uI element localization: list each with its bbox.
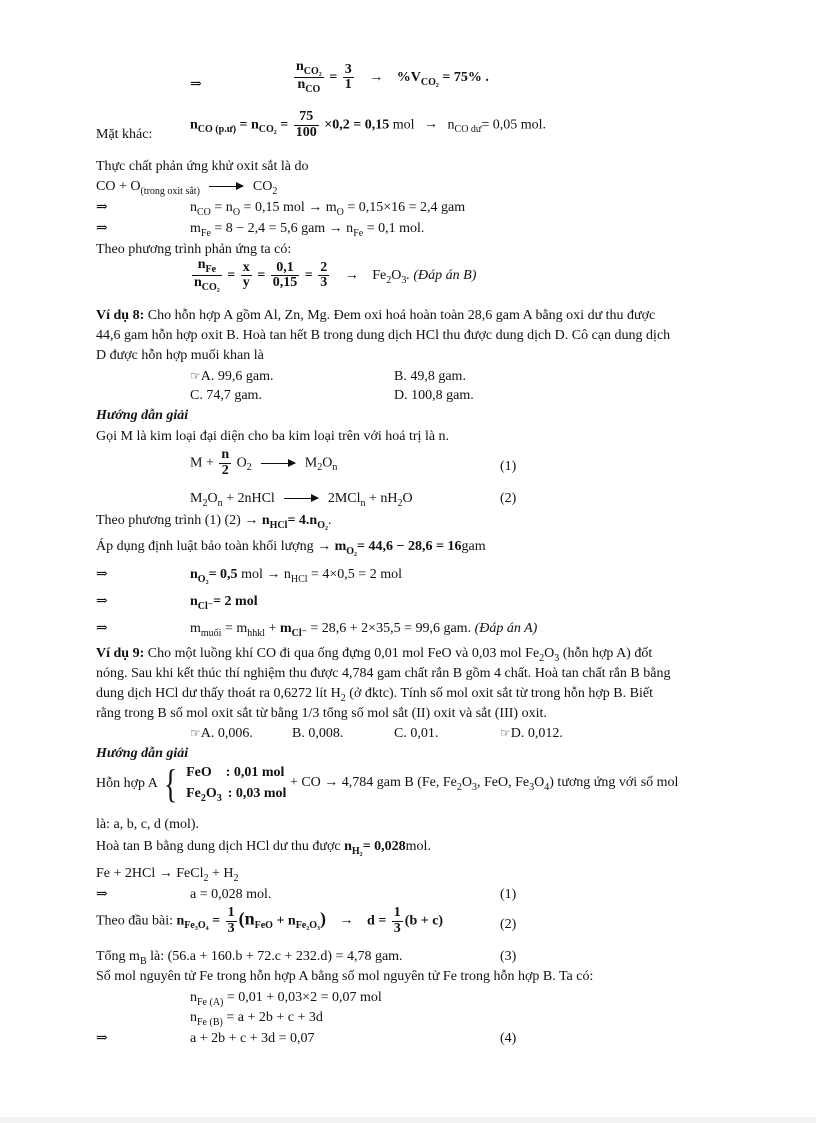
equation-number: (3) [500, 949, 517, 964]
text-line: Theo phương trình (1) $(2) \to n_{HCl}= 4.n_{O_2}$. [96, 513, 332, 531]
text-line: Gọi M là kim loại đại diện cho ba kim loại trên với hoá trị là n. [96, 429, 450, 444]
text-line: là: a, b, c, d (mol). [96, 817, 200, 832]
text-line: $n_{Fe (B)} = a + 2b + c + 3d$ [190, 1010, 323, 1028]
text-line: D được hỗn hợp muối khan là [96, 348, 264, 363]
implies-symbol: ⇒ [96, 621, 108, 636]
flag-icon: ☞ [190, 369, 201, 383]
equation-n-co-reacted: $n_{CO (p.ư)} = n_{CO_2}$ = $\frac{75}{100}$ ×0,2 = 0,15 mol → $n_{CO dư}= 0,05$ mol. [190, 109, 547, 140]
reaction-1: M + $\frac{n}{2}$ $O_2$ $M_2O_n$ [190, 447, 338, 478]
answer-option-a: ☞A. 0,006. [190, 726, 253, 741]
answer-option-c: C. 74,7 gam. [190, 388, 262, 403]
reaction-arrow-icon [209, 186, 243, 187]
text-line: $n_{O_2}= 0,5$ mol → $n_{HCl} = 4\times 0,5 = 2$ mol [190, 567, 402, 585]
reaction-co-o: CO + $O_{(trong oxit sắt)}$ $CO_2$ [96, 179, 278, 197]
equation-xy-ratio: $\frac{n_{Fe}}{n_{CO_2}}$ = $\frac{x}{y}$ = $\frac{0,1}{0,15}$ = $\frac{2}{3}$ → $Fe_2O_3$. (Đáp án B) [194, 257, 477, 294]
text-line: Theo phương trình phản ứng ta có: [96, 242, 292, 257]
implies-symbol: ⇒ [96, 887, 108, 902]
answer-option-d: ☞D. 0,012. [500, 726, 563, 741]
page-bottom-edge [0, 1117, 816, 1123]
text-line: Áp dụng định luật bảo toàn khối lượng → $m_{O_2}= 44,6 - 28,6 = 16gam$ [96, 539, 486, 557]
implies-symbol: ⇒ [96, 1031, 108, 1046]
example-8-paragraph: Ví dụ 8: Cho hỗn hợp A gồm Al, Zn, Mg. Đem oxi hoá hoàn toàn 28,6 gam A bằng oxi dư thu được [96, 308, 656, 323]
implies-symbol: ⇒ [96, 200, 108, 215]
text-line: dung dịch HCl dư thấy thoát ra 0,6272 lít $H_2$ (ở đktc). Tính số mol oxit sắt từ trong hỗn hợp B. Biết [96, 686, 653, 704]
answer-option-a: ☞A. 99,6 gam. [190, 369, 274, 384]
equation-number: (1) [500, 887, 517, 902]
text-line: Thực chất phản ứng khử oxit sắt là do [96, 159, 309, 174]
implies-symbol: ⇒ [190, 77, 202, 92]
text-line: $n_{CO} = n_O = 0,15$ mol → $m_O = 0,15\times 16 = 2,4$ gam [190, 200, 466, 218]
equation-number: (2) [500, 917, 517, 932]
reaction-arrow-icon [284, 498, 318, 499]
section-heading: Hướng dẫn giải [96, 408, 189, 423]
text-line: $n_{Cl^-}= 2$ mol [190, 594, 258, 612]
equation-ratio-co2-co: $\frac{n_{CO_2}}{n_{CO}}$ = $\frac{3}{1}$ → $\%V_{CO_2} = 75\%$ . [296, 59, 489, 96]
equation-fe3o4: Theo đầu bài: $n_{Fe_3O_4}$ = $\frac{1}{3}$ $(n_{FeO} + n_{Fe_2O_3}) \to d$ = $\frac{1}{3}$ (b + c) [96, 905, 444, 936]
reaction-arrow-icon [261, 463, 295, 464]
answer-option-d: D. 100,8 gam. [394, 388, 474, 403]
text-line: $m_{muối} = m_{hhkl} + m_{Cl^-} = 28,6 + 2\times 35,5 = 99,6$ gam. (Đáp án A) [190, 621, 538, 639]
text-line: $n_{Fe (A)} = 0,01 + 0,03\times 2 = 0,07$ mol [190, 990, 382, 1008]
example-9-paragraph: Ví dụ 9: Cho một luồng khí CO đi qua ống đựng 0,01 mol FeO và 0,03 mol $Fe_2O_3$ (hỗn hợp A) đốt [96, 646, 653, 664]
equation-number: (2) [500, 491, 517, 506]
flag-icon: ☞ [500, 726, 511, 740]
answer-option-c: C. 0,01. [394, 726, 439, 741]
answer-option-b: B. 49,8 gam. [394, 369, 466, 384]
text-line: Hoà tan B bằng dung dịch HCl dư thu được $n_{H_2}= 0,028mol$. [96, 839, 431, 857]
implies-symbol: ⇒ [96, 594, 108, 609]
text-line: a + 2b + c + 3d = 0,07 [190, 1031, 315, 1046]
equation-number: (4) [500, 1031, 517, 1046]
answer-option-b: B. 0,008. [292, 726, 344, 741]
text-line: 44,6 gam hỗn hợp oxit B. Hoà tan hết B trong dung dịch HCl thu được dung dịch D. Cô cạn dung dịch [96, 328, 671, 343]
reaction-fe-hcl: Fe + 2HCl → FeCl$_2$ + $H_2$ [96, 866, 239, 884]
flag-icon: ☞ [190, 726, 201, 740]
text-line: a = 0,028 mol. [190, 887, 272, 902]
text-line: Tổng $m_B$ là: (56.a + 160.b + 72.c + 232.d) = 4,78 gam. [96, 949, 403, 967]
section-heading: Hướng dẫn giải [96, 746, 189, 761]
text-line: nóng. Sau khi kết thúc thí nghiệm thu được 4,784 gam chất rắn B gồm 4 chất. Hoà tan chất rắn B bằng [96, 666, 671, 681]
implies-symbol: ⇒ [96, 221, 108, 236]
line-mat-khac: Mặt khác: [96, 127, 153, 142]
text-line: rằng trong B số mol oxit sắt từ bằng 1/3 tổng số mol sắt (II) oxit và sắt (III) oxit. [96, 706, 547, 721]
text-line: $m_{Fe} = 8 - 2,4 = 5,6$ gam → $n_{Fe} = 0,1$ mol. [190, 221, 425, 239]
text-line: Số mol nguyên tử Fe trong hỗn hợp A bằng số mol nguyên tử Fe trong hỗn hợp B. Ta có: [96, 969, 594, 984]
mixture-a-system: Hỗn hợp A { FeO : 0,01 mol $Fe_2O_3$ : 0,03 mol + CO → 4,784 gam B (Fe, $Fe_2O_3$, FeO, $Fe_3O_4$) tương ứng với số mol [96, 760, 679, 806]
equation-number: (1) [500, 459, 517, 474]
reaction-2: $M_2O_n$ + 2nHCl $2MCl_n + nH_2O$ [190, 491, 413, 509]
implies-symbol: ⇒ [96, 567, 108, 582]
